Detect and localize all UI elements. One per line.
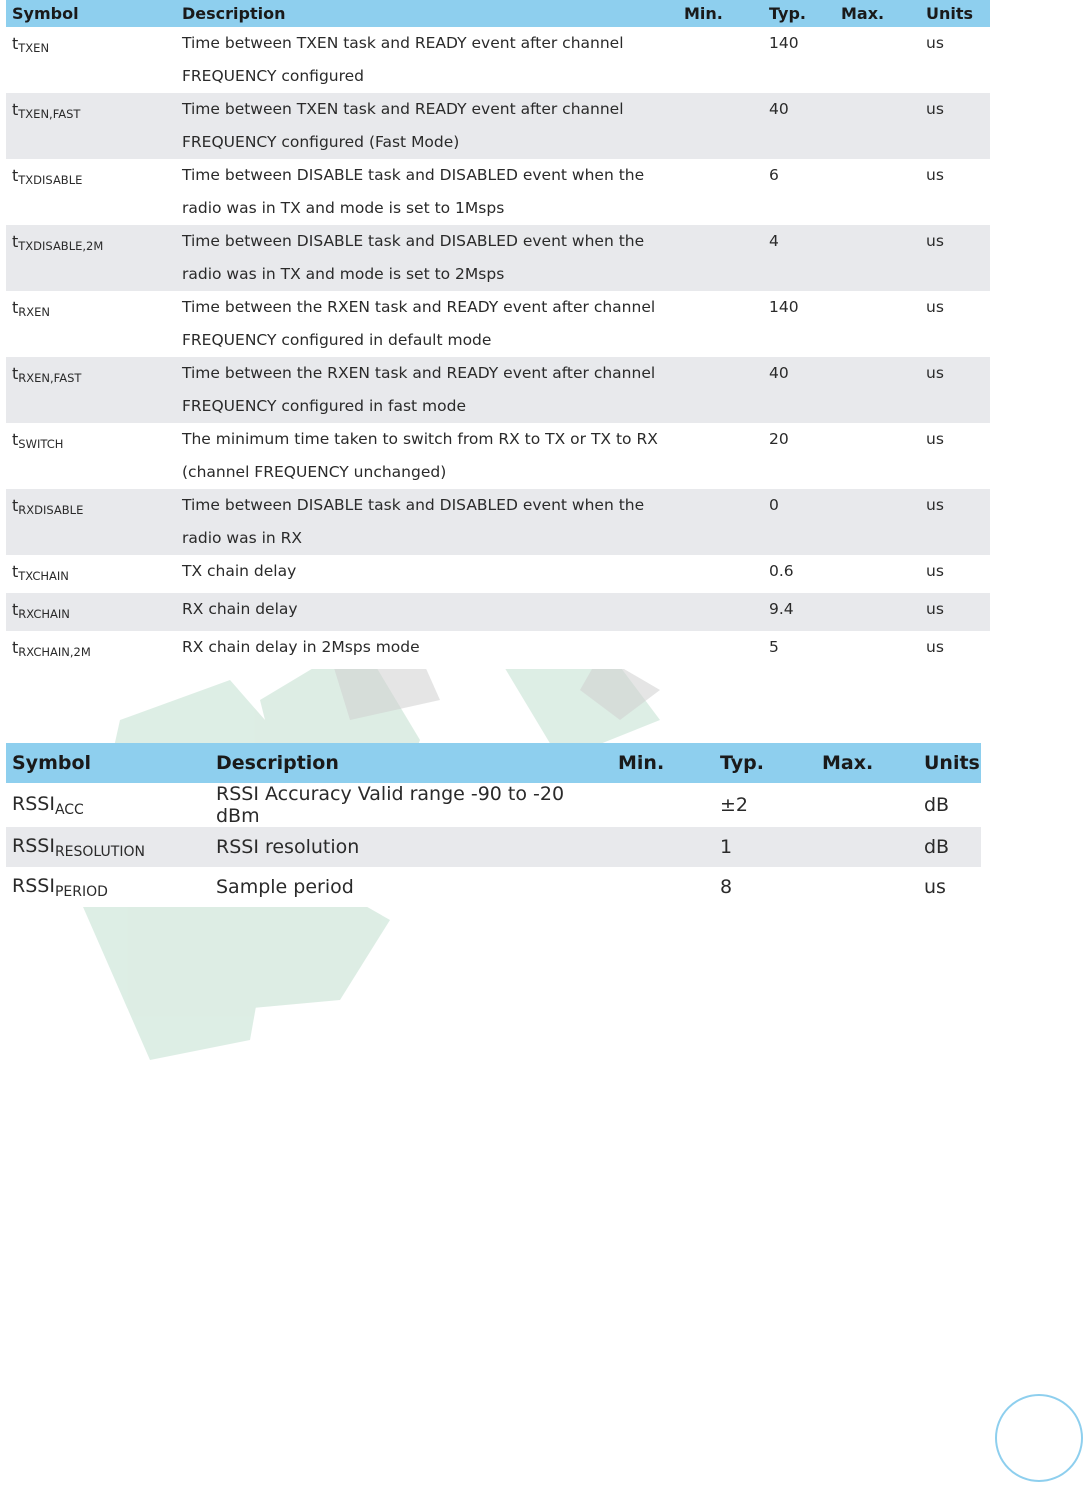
table-row xyxy=(6,631,990,669)
max-cell xyxy=(835,631,920,669)
min-cell xyxy=(678,93,763,159)
rssi-specification-table xyxy=(6,743,981,907)
description-cell: The minimum time taken to switch from RX to TX or TX to RX (channel FREQUENCY unchanged) xyxy=(176,423,678,489)
typ-cell: 20 xyxy=(763,423,835,489)
description-cell: Sample period xyxy=(210,867,612,907)
min-cell xyxy=(678,291,763,357)
min-cell xyxy=(678,593,763,631)
units-cell: us xyxy=(920,631,990,669)
column-header-min: Min. xyxy=(678,0,763,27)
units-cell: us xyxy=(920,555,990,593)
symbol-cell: $t_{RXEN,FAST}$ xyxy=(6,357,176,423)
max-cell xyxy=(835,27,920,93)
typ-cell: 0 xyxy=(763,489,835,555)
symbol-cell: $t_{SWITCH}$ xyxy=(6,423,176,489)
column-header-units: Units xyxy=(920,0,990,27)
min-cell xyxy=(612,783,714,827)
symbol-cell: $RSSI_{PERIOD}$ xyxy=(6,867,210,907)
min-cell xyxy=(678,357,763,423)
table-row xyxy=(6,159,990,225)
column-header-min: Min. xyxy=(612,743,714,783)
symbol-cell: $RSSI_{ACC}$ xyxy=(6,783,210,827)
typ-cell: 9.4 xyxy=(763,593,835,631)
column-header-description: Description xyxy=(176,0,678,27)
table-row xyxy=(6,827,981,867)
min-cell xyxy=(678,27,763,93)
min-cell xyxy=(678,489,763,555)
units-cell: us xyxy=(920,357,990,423)
symbol-cell: $t_{TXEN}$ xyxy=(6,27,176,93)
units-cell: us xyxy=(920,489,990,555)
max-cell xyxy=(835,159,920,225)
column-header-max: Max. xyxy=(816,743,918,783)
units-cell: us xyxy=(918,867,981,907)
page-number-circle-icon xyxy=(995,1394,1083,1482)
description-cell: Time between DISABLE task and DISABLED event when the radio was in TX and mode is set to 2Msps xyxy=(176,225,678,291)
typ-cell: 5 xyxy=(763,631,835,669)
units-cell: us xyxy=(920,423,990,489)
typ-cell: 1 xyxy=(714,827,816,867)
description-cell: Time between the RXEN task and READY event after channel FREQUENCY configured in fast mode xyxy=(176,357,678,423)
table-row xyxy=(6,867,981,907)
symbol-cell: $t_{RXCHAIN}$ xyxy=(6,593,176,631)
description-cell: RSSI resolution xyxy=(210,827,612,867)
symbol-cell: $RSSI_{RESOLUTION}$ xyxy=(6,827,210,867)
column-header-symbol: Symbol xyxy=(6,0,176,27)
min-cell xyxy=(678,555,763,593)
description-cell: RX chain delay in 2Msps mode xyxy=(176,631,678,669)
max-cell xyxy=(835,357,920,423)
symbol-cell: $t_{TXDISABLE}$ xyxy=(6,159,176,225)
table-row xyxy=(6,357,990,423)
symbol-cell: $t_{TXCHAIN}$ xyxy=(6,555,176,593)
min-cell xyxy=(612,827,714,867)
max-cell xyxy=(835,291,920,357)
column-header-typ: Typ. xyxy=(714,743,816,783)
table-row xyxy=(6,489,990,555)
max-cell xyxy=(816,783,918,827)
typ-cell: 140 xyxy=(763,291,835,357)
max-cell xyxy=(835,225,920,291)
symbol-cell: $t_{TXEN,FAST}$ xyxy=(6,93,176,159)
units-cell: us xyxy=(920,291,990,357)
description-cell: Time between DISABLE task and DISABLED event when the radio was in TX and mode is set to 1Msps xyxy=(176,159,678,225)
table-row xyxy=(6,423,990,489)
column-header-symbol: Symbol xyxy=(6,743,210,783)
symbol-cell: $t_{RXDISABLE}$ xyxy=(6,489,176,555)
description-cell: RX chain delay xyxy=(176,593,678,631)
max-cell xyxy=(835,423,920,489)
units-cell: us xyxy=(920,27,990,93)
max-cell xyxy=(835,489,920,555)
column-header-units: Units xyxy=(918,743,981,783)
units-cell: dB xyxy=(918,827,981,867)
max-cell xyxy=(816,867,918,907)
description-cell: Time between the RXEN task and READY event after channel FREQUENCY configured in default mode xyxy=(176,291,678,357)
description-cell: Time between TXEN task and READY event after channel FREQUENCY configured (Fast Mode) xyxy=(176,93,678,159)
column-header-max: Max. xyxy=(835,0,920,27)
table-row xyxy=(6,291,990,357)
units-cell: us xyxy=(920,593,990,631)
table-row xyxy=(6,783,981,827)
table-row xyxy=(6,593,990,631)
typ-cell: 8 xyxy=(714,867,816,907)
typ-cell: ±2 xyxy=(714,783,816,827)
symbol-cell: $t_{TXDISABLE,2M}$ xyxy=(6,225,176,291)
description-cell: TX chain delay xyxy=(176,555,678,593)
max-cell xyxy=(835,555,920,593)
units-cell: dB xyxy=(918,783,981,827)
min-cell xyxy=(678,631,763,669)
min-cell xyxy=(612,867,714,907)
column-header-description: Description xyxy=(210,743,612,783)
table-row xyxy=(6,27,990,93)
table-row xyxy=(6,225,990,291)
typ-cell: 6 xyxy=(763,159,835,225)
min-cell xyxy=(678,225,763,291)
table-row xyxy=(6,555,990,593)
description-cell: Time between TXEN task and READY event after channel FREQUENCY configured xyxy=(176,27,678,93)
min-cell xyxy=(678,423,763,489)
description-cell: Time between DISABLE task and DISABLED event when the radio was in RX xyxy=(176,489,678,555)
max-cell xyxy=(816,827,918,867)
typ-cell: 4 xyxy=(763,225,835,291)
typ-cell: 40 xyxy=(763,357,835,423)
table-header-row xyxy=(6,0,990,27)
typ-cell: 140 xyxy=(763,27,835,93)
max-cell xyxy=(835,93,920,159)
description-cell: RSSI Accuracy Valid range -90 to -20 dBm xyxy=(210,783,612,827)
symbol-cell: $t_{RXCHAIN,2M}$ xyxy=(6,631,176,669)
units-cell: us xyxy=(920,225,990,291)
min-cell xyxy=(678,159,763,225)
symbol-cell: $t_{RXEN}$ xyxy=(6,291,176,357)
radio-timing-table xyxy=(6,0,990,669)
table-row xyxy=(6,93,990,159)
typ-cell: 0.6 xyxy=(763,555,835,593)
units-cell: us xyxy=(920,93,990,159)
table-header-row xyxy=(6,743,981,783)
max-cell xyxy=(835,593,920,631)
units-cell: us xyxy=(920,159,990,225)
typ-cell: 40 xyxy=(763,93,835,159)
column-header-typ: Typ. xyxy=(763,0,835,27)
